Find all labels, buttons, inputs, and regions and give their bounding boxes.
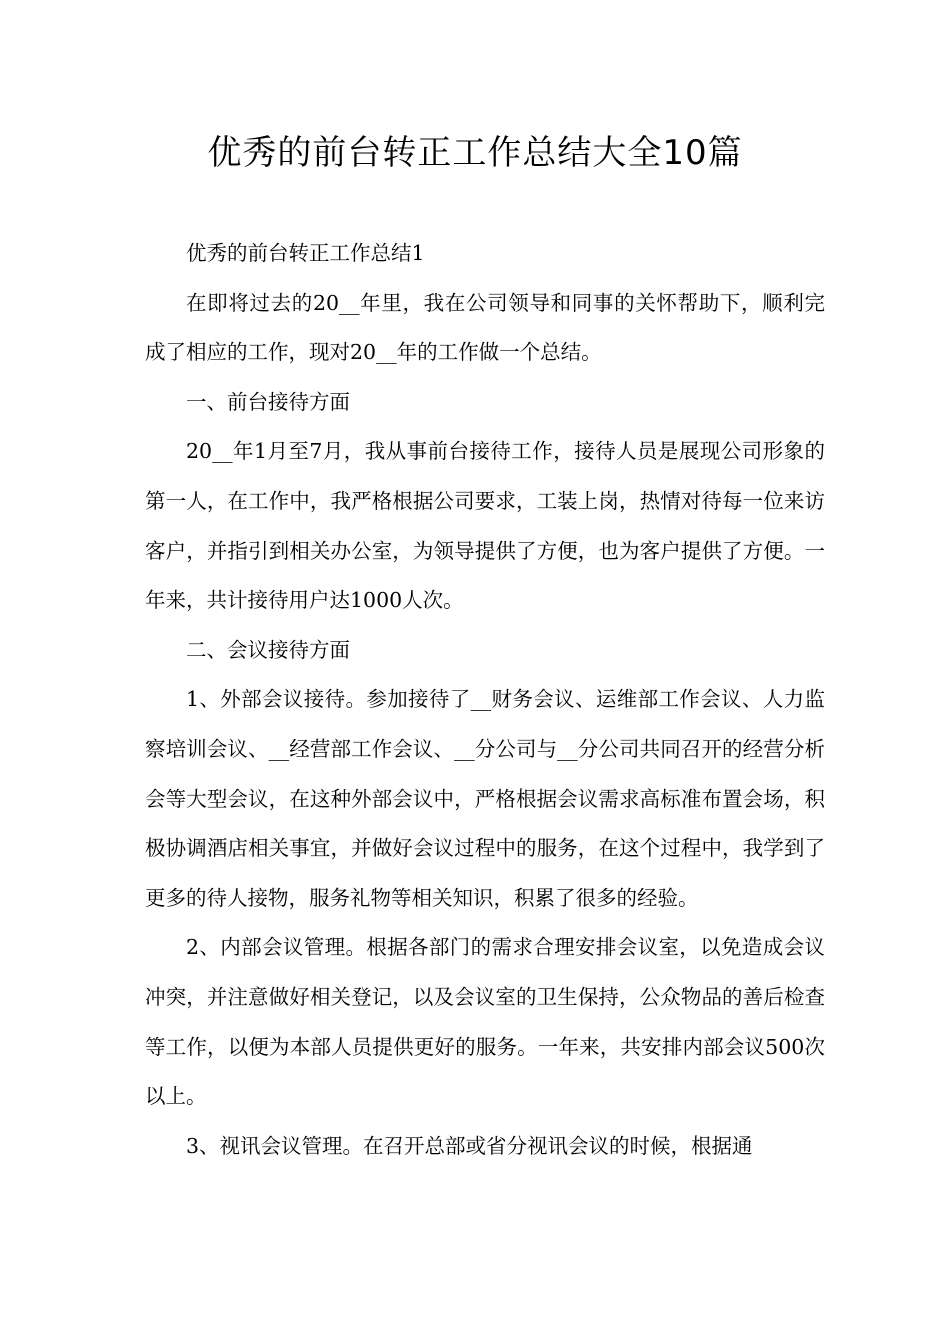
document-title: 优秀的前台转正工作总结大全10篇 [207,133,743,173]
document-body [145,229,825,1171]
body-paragraph: 2、内部会议管理。根据各部门的需求合理安排会议室，以免造成会议冲突，并注意做好相关登记，以及会议室的卫生保持，公众物品的善后检查等工作，以便为本部人员提供更好的服务。一年来，共安排内部会议500次以上。 [145,935,825,1109]
body-paragraph: 1、外部会议接待。参加接待了__财务会议、运维部工作会议、人力监察培训会议、__经营部工作会议、__分公司与__分公司共同召开的经营分析会等大型会议，在这种外部会议中，严格根据会议需求高标准布置会场，积极协调酒店相关事宜，并做好会议过程中的服务，在这个过程中，我学到了更多的待人接物，服务礼物等相关知识，积累了很多的经验。 [145,687,825,910]
body-paragraph: 20__年1月至7月，我从事前台接待工作，接待人员是展现公司形象的第一人，在工作中，我严格根据公司要求，工装上岗，热情对待每一位来访客户，并指引到相关办公室，为领导提供了方便，也为客户提供了方便。一年来，共计接待用户达1000人次。 [145,439,825,613]
section-heading: 优秀的前台转正工作总结1 [186,241,425,265]
body-paragraph: 3、视讯会议管理。在召开总部或省分视讯会议的时候，根据通 [186,1133,753,1158]
body-paragraph: 在即将过去的20__年里，我在公司领导和同事的关怀帮助下，顺利完成了相应的工作，现对20__年的工作做一个总结。 [145,290,825,365]
section-heading: 一、前台接待方面 [186,389,350,414]
section-heading: 二、会议接待方面 [186,637,350,662]
